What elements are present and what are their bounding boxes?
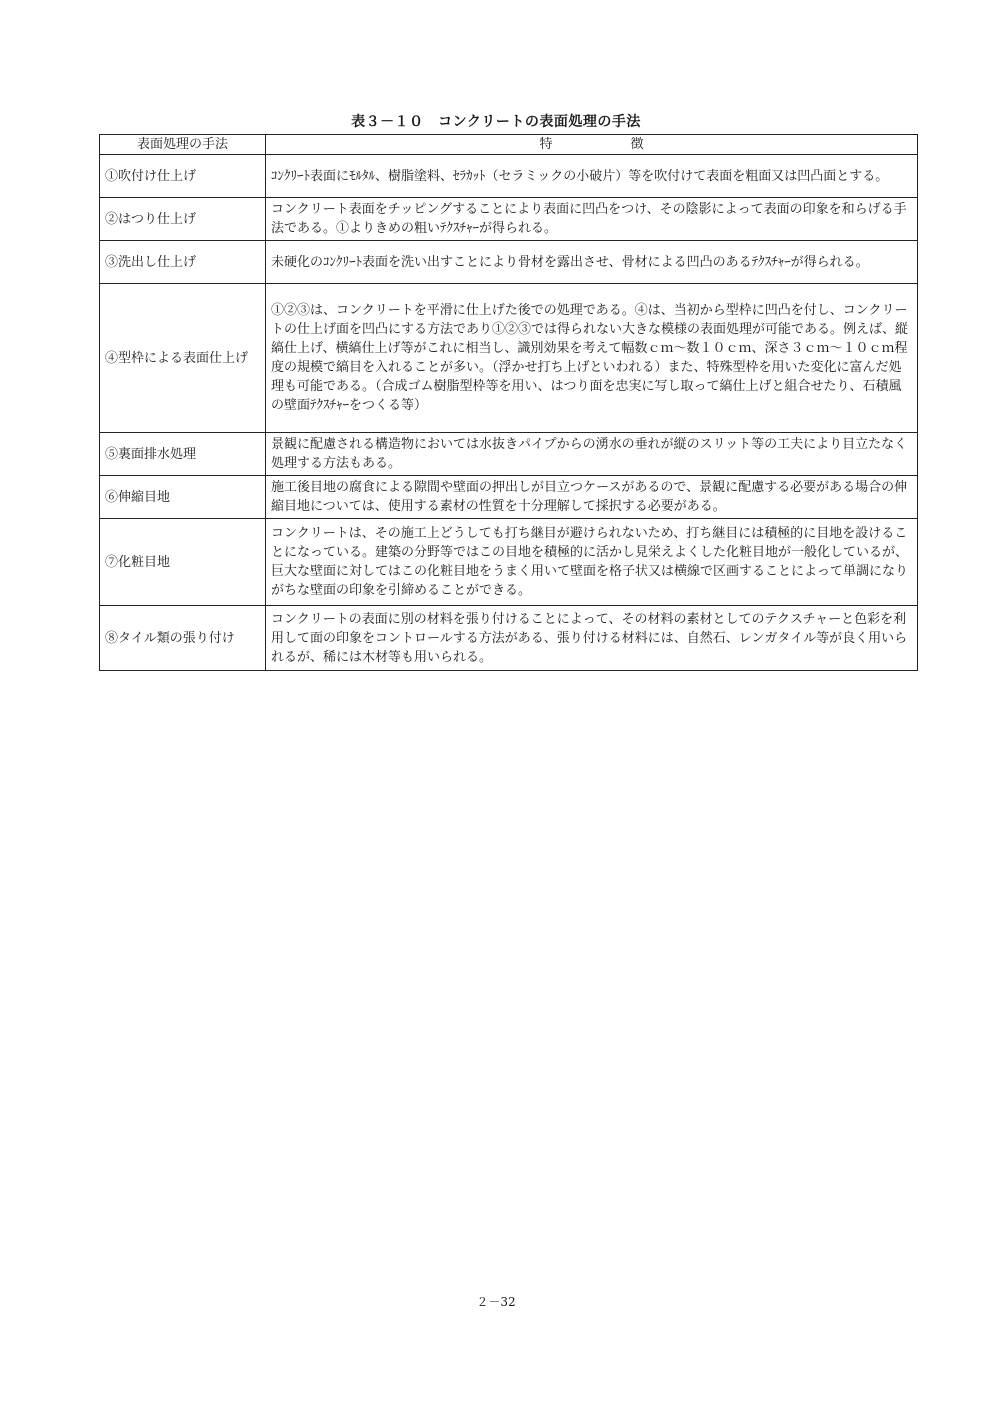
table-row (100, 519, 918, 606)
feature-cell: コンクリートの表面に別の材料を張り付けることによって、その材料の素材としてのテクスチャーと色彩を利用して面の印象をコントロールする方法がある、張り付ける材料には、自然石、レンガタイル等が良く用いられるが、稀には木材等も用いられる。 (266, 606, 918, 671)
table-title: 表３－１０ コンクリートの表面処理の手法 (351, 114, 641, 130)
method-cell: ⑤裏面排水処理 (100, 433, 266, 476)
method-cell: ①吹付け仕上げ (100, 155, 266, 198)
table-header-row (100, 135, 918, 155)
method-cell: ⑧タイル類の張り付け (100, 606, 266, 671)
method-cell: ③洗出し仕上げ (100, 241, 266, 284)
table-row (100, 198, 918, 241)
feature-cell: ①②③は、コンクリートを平滑に仕上げた後での処理である。④は、当初から型枠に凹凸を付し、コンクリートの仕上げ面を凹凸にする方法であり①②③では得られない大きな模様の表面処理が可能である。例えば、縦縞仕上げ、横縞仕上げ等がこれに相当し、識別効果を考えて幅数ｃｍ～数１０ｃｍ、深さ３ｃｍ～１０ｃｍ程度の規模で縞目を入れることが多い。（浮かせ打ち上げといわれる）また、特殊型枠を用いた変化に富んだ処理も可能である。（合成ゴム樹脂型枠等を用い、はつり面を忠実に写し取って縞仕上げと組合せたり、石積風の壁面ﾃｸｽﾁｬｰをつくる等） (266, 284, 918, 433)
method-cell: ②はつり仕上げ (100, 198, 266, 241)
feature-cell: コンクリートは、その施工上どうしても打ち継目が避けられないため、打ち継目には積極的に目地を設けることになっている。建築の分野等ではこの目地を積極的に活かし見栄えよくした化粧目地が一般化しているが、巨大な壁面に対してはこの化粧目地をうまく用いて壁面を格子状又は横線で区画することによって単調になりがちな壁面の印象を引締めることができる。 (266, 519, 918, 606)
surface-treatment-table (99, 134, 918, 671)
table-row (100, 284, 918, 433)
table-row (100, 155, 918, 198)
method-cell: ⑦化粧目地 (100, 519, 266, 606)
header-feature: 特 徴 (266, 135, 918, 155)
feature-cell: 施工後目地の腐食による隙間や壁面の押出しが目立つケースがあるので、景観に配慮する必要がある場合の伸縮目地については、使用する素材の性質を十分理解して採択する必要がある。 (266, 476, 918, 519)
feature-cell: ｺﾝｸﾘｰﾄ表面にﾓﾙﾀﾙ、樹脂塗料、ｾﾗｶｯﾄ（セラミックの小破片）等を吹付けて表面を粗面又は凹凸面とする。 (266, 155, 918, 198)
feature-cell: 景観に配慮される構造物においては水抜きパイプからの湧水の垂れが縦のスリット等の工夫により目立たなく処理する方法もある。 (266, 433, 918, 476)
feature-cell: 未硬化のｺﾝｸﾘｰﾄ表面を洗い出すことにより骨材を露出させ、骨材による凹凸のあるﾃｸｽﾁｬｰが得られる。 (266, 241, 918, 284)
method-cell: ④型枠による表面仕上げ (100, 284, 266, 433)
table-row (100, 241, 918, 284)
table-row (100, 606, 918, 671)
method-cell: ⑥伸縮目地 (100, 476, 266, 519)
header-method: 表面処理の手法 (100, 135, 266, 155)
table-row (100, 433, 918, 476)
page-number: ２－32 (476, 1295, 516, 1309)
feature-cell: コンクリート表面をチッピングすることにより表面に凹凸をつけ、その陰影によって表面の印象を和らげる手法である。①よりきめの粗いﾃｸｽﾁｬｰが得られる。 (266, 198, 918, 241)
table-row (100, 476, 918, 519)
